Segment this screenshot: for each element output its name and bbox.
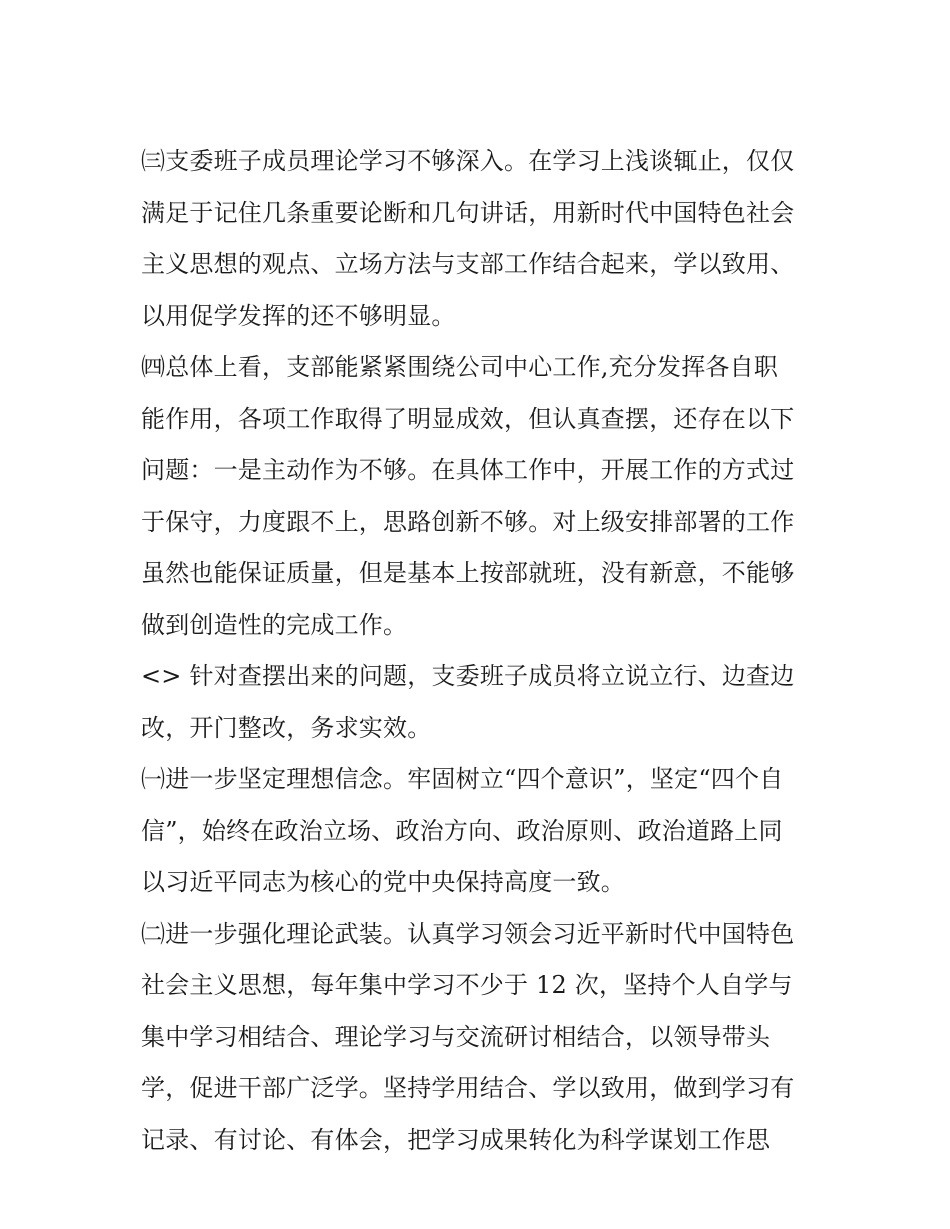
text-line-15: 以习近平同志为核心的党中央保持高度一致。 [141, 868, 625, 896]
text-line-18: 集中学习相结合、理论学习与交流研讨相结合，以领导带头 [141, 1022, 771, 1051]
text-line-9: 虽然也能保证质量，但是基本上按部就班，没有新意，不能够 [141, 559, 795, 587]
text-line-19: 学，促进干部广泛学。坚持学用结合、学以致用，做到学习有 [141, 1074, 795, 1102]
text-line-7: 问题：一是主动作为不够。在具体工作中，开展工作的方式过 [141, 456, 795, 484]
text-line-4: 以用促学发挥的还不够明显。 [141, 301, 456, 330]
text-line-16: ㈡进一步强化理论武装。认真学习领会习近平新时代中国特色 [141, 919, 795, 948]
text-line-17: 社会主义思想，每年集中学习不少于 12 次，坚持个人自学与 [141, 971, 793, 999]
text-line-6: 能作用，各项工作取得了明显成效，但认真查摆，还存在以下 [141, 404, 795, 433]
text-line-13: ㈠进一步坚定理想信念。牢固树立“四个意识”，坚定“四个自 [141, 765, 784, 793]
text-line-2: 满足于记住几条重要论断和几句讲话，用新时代中国特色社会 [141, 198, 795, 227]
text-line-20: 记录、有讨论、有体会，把学习成果转化为科学谋划工作思 [141, 1125, 771, 1154]
document-body [141, 136, 821, 1166]
text-line-14: 信”，始终在政治立场、政治方向、政治原则、政治道路上同 [141, 816, 783, 845]
text-line-1: ㈢支委班子成员理论学习不够深入。在学习上浅谈辄止，仅仅 [141, 147, 795, 175]
text-line-3: 主义思想的观点、立场方法与支部工作结合起来，学以致用、 [141, 250, 795, 278]
text-line-8: 于保守，力度跟不上，思路创新不够。对上级安排部署的工作 [141, 507, 795, 536]
text-line-11: <> 针对查摆出来的问题，支委班子成员将立说立行、边查边 [141, 662, 795, 690]
text-line-5: ㈣总体上看，支部能紧紧围绕公司中心工作,充分发挥各自职 [141, 353, 779, 381]
text-line-10: 做到创造性的完成工作。 [141, 610, 408, 639]
text-line-12: 改，开门整改，务求实效。 [141, 713, 432, 742]
